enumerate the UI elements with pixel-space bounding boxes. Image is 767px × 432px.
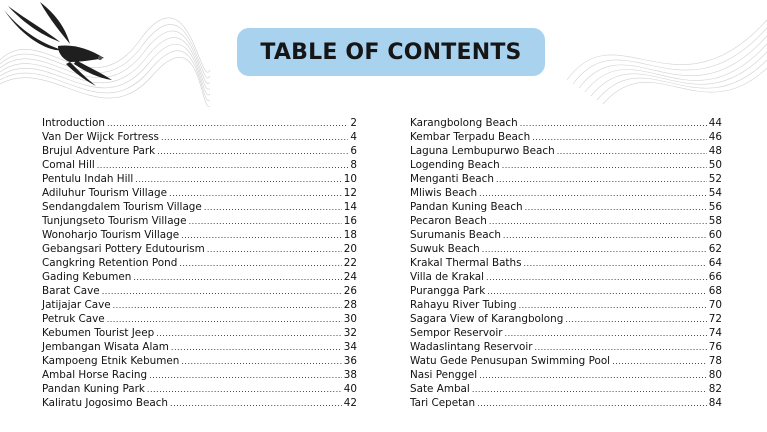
toc-entry-title: Watu Gede Penusupan Swimming Pool bbox=[410, 355, 611, 367]
toc-entry bbox=[410, 186, 722, 200]
dot-leader bbox=[477, 397, 707, 411]
toc-entry-title: Mliwis Beach bbox=[410, 187, 478, 199]
toc-entry bbox=[410, 228, 722, 242]
toc-entry-page: 54 bbox=[708, 187, 722, 199]
dot-leader bbox=[482, 243, 707, 257]
toc-column-left bbox=[42, 116, 357, 410]
toc-entry-page: 4 bbox=[350, 131, 357, 143]
dot-leader bbox=[525, 201, 707, 215]
dot-leader bbox=[479, 369, 707, 383]
toc-entry-page: 44 bbox=[708, 117, 722, 129]
toc-entry-page: 80 bbox=[708, 369, 722, 381]
toc-entry bbox=[42, 144, 357, 158]
toc-entry-page: 28 bbox=[343, 299, 357, 311]
dot-leader bbox=[487, 285, 707, 299]
toc-entry-page: 10 bbox=[343, 173, 357, 185]
toc-entry-page: 16 bbox=[343, 215, 357, 227]
line-wave-decoration-right bbox=[567, 0, 767, 130]
toc-entry bbox=[410, 256, 722, 270]
toc-entry-title: Pandan Kuning Beach bbox=[410, 201, 523, 213]
toc-entry-page: 8 bbox=[350, 159, 357, 171]
toc-entry bbox=[410, 396, 722, 410]
toc-entry-page: 68 bbox=[708, 285, 722, 297]
toc-entry bbox=[42, 312, 357, 326]
toc-entry-title: Suwuk Beach bbox=[410, 243, 480, 255]
toc-entry bbox=[42, 396, 357, 410]
toc-entry-page: 84 bbox=[708, 397, 722, 409]
dot-leader bbox=[169, 187, 342, 201]
toc-entry-page: 82 bbox=[708, 383, 722, 395]
toc-entry bbox=[410, 312, 722, 326]
dot-leader bbox=[97, 159, 349, 173]
toc-entry bbox=[410, 298, 722, 312]
toc-entry-title: Cangkring Retention Pond bbox=[42, 257, 178, 269]
toc-entry-title: Pentulu Indah Hill bbox=[42, 173, 134, 185]
dot-leader bbox=[113, 299, 342, 313]
dot-leader bbox=[612, 355, 707, 369]
dot-leader bbox=[107, 117, 348, 131]
dot-leader bbox=[107, 313, 342, 327]
toc-entry-page: 36 bbox=[343, 355, 357, 367]
toc-entry-page: 56 bbox=[708, 201, 722, 213]
toc-entry-title: Krakal Thermal Baths bbox=[410, 257, 522, 269]
toc-entry-page: 70 bbox=[708, 299, 722, 311]
toc-entry bbox=[42, 326, 357, 340]
dot-leader bbox=[147, 383, 342, 397]
toc-entry bbox=[42, 116, 357, 130]
toc-entry-page: 48 bbox=[708, 145, 722, 157]
dot-leader bbox=[102, 285, 342, 299]
toc-entry bbox=[410, 242, 722, 256]
toc-entry bbox=[42, 228, 357, 242]
dot-leader bbox=[207, 243, 342, 257]
toc-entry-title: Sempor Reservoir bbox=[410, 327, 503, 339]
toc-entry-page: 2 bbox=[350, 117, 357, 129]
toc-entry bbox=[42, 284, 357, 298]
toc-entry-page: 74 bbox=[708, 327, 722, 339]
toc-entry-page: 76 bbox=[708, 341, 722, 353]
toc-entry bbox=[42, 158, 357, 172]
toc-entry-title: Introduction bbox=[42, 117, 105, 129]
toc-entry bbox=[410, 116, 722, 130]
dot-leader bbox=[156, 327, 342, 341]
dot-leader bbox=[181, 229, 342, 243]
dot-leader bbox=[157, 145, 348, 159]
dot-leader bbox=[502, 159, 707, 173]
toc-entry bbox=[42, 172, 357, 186]
toc-entry-title: Kaliratu Jogosimo Beach bbox=[42, 397, 169, 409]
toc-entry-title: Brujul Adventure Park bbox=[42, 145, 156, 157]
toc-entry-title: Logending Beach bbox=[410, 159, 500, 171]
toc-entry bbox=[42, 270, 357, 284]
dot-leader bbox=[565, 313, 706, 327]
toc-entry-page: 50 bbox=[708, 159, 722, 171]
dot-leader bbox=[204, 201, 342, 215]
toc-entry bbox=[42, 242, 357, 256]
toc-entry bbox=[410, 158, 722, 172]
toc-entry bbox=[410, 200, 722, 214]
toc-entry-page: 30 bbox=[343, 313, 357, 325]
toc-entry-title: Van Der Wijck Fortress bbox=[42, 131, 159, 143]
toc-entry bbox=[42, 130, 357, 144]
toc-entry-title: Purangga Park bbox=[410, 285, 486, 297]
toc-entry bbox=[410, 326, 722, 340]
toc-entry-title: Adiluhur Tourism Village bbox=[42, 187, 168, 199]
dot-leader bbox=[171, 341, 342, 355]
toc-entry-title: Wonoharjo Tourism Village bbox=[42, 229, 180, 241]
toc-entry-title: Barat Cave bbox=[42, 285, 100, 297]
swallow-bird-icon bbox=[0, 0, 120, 90]
dot-leader bbox=[479, 187, 707, 201]
toc-entry-title: Sendangdalem Tourism Village bbox=[42, 201, 202, 213]
toc-entry bbox=[410, 340, 722, 354]
toc-entry-title: Petruk Cave bbox=[42, 313, 105, 325]
toc-entry bbox=[410, 284, 722, 298]
toc-entry bbox=[410, 368, 722, 382]
toc-column-right bbox=[410, 116, 722, 410]
toc-entry-page: 24 bbox=[343, 271, 357, 283]
toc-entry bbox=[42, 382, 357, 396]
toc-entry-page: 42 bbox=[343, 397, 357, 409]
dot-leader bbox=[505, 327, 707, 341]
toc-entry bbox=[410, 270, 722, 284]
toc-entry-page: 22 bbox=[343, 257, 357, 269]
toc-entry-title: Laguna Lembupurwo Beach bbox=[410, 145, 555, 157]
toc-entry-title: Karangbolong Beach bbox=[410, 117, 518, 129]
toc-entry-title: Wadaslintang Reservoir bbox=[410, 341, 533, 353]
toc-entry-page: 64 bbox=[708, 257, 722, 269]
toc-entry bbox=[42, 340, 357, 354]
toc-entry-title: Jatijajar Cave bbox=[42, 299, 111, 311]
toc-entry-page: 62 bbox=[708, 243, 722, 255]
toc-entry bbox=[42, 298, 357, 312]
toc-entry-title: Kembar Terpadu Beach bbox=[410, 131, 531, 143]
dot-leader bbox=[520, 117, 707, 131]
dot-leader bbox=[179, 257, 341, 271]
toc-entry-title: Sate Ambal bbox=[410, 383, 470, 395]
toc-entry bbox=[42, 368, 357, 382]
dot-leader bbox=[489, 215, 707, 229]
toc-entry-title: Tunjungseto Tourism Village bbox=[42, 215, 187, 227]
toc-entry-title: Pandan Kuning Park bbox=[42, 383, 145, 395]
toc-entry-title: Rahayu River Tubing bbox=[410, 299, 517, 311]
toc-entry-page: 58 bbox=[708, 215, 722, 227]
dot-leader bbox=[535, 341, 707, 355]
toc-entry-page: 40 bbox=[343, 383, 357, 395]
toc-entry-page: 78 bbox=[708, 355, 722, 367]
dot-leader bbox=[189, 215, 342, 229]
dot-leader bbox=[503, 229, 707, 243]
dot-leader bbox=[161, 131, 348, 145]
page-title: TABLE OF CONTENTS bbox=[237, 28, 545, 76]
toc-entry-title: Surumanis Beach bbox=[410, 229, 501, 241]
toc-entry-page: 72 bbox=[708, 313, 722, 325]
toc-entry bbox=[42, 186, 357, 200]
dot-leader bbox=[496, 173, 707, 187]
toc-entry-title: Pecaron Beach bbox=[410, 215, 487, 227]
dot-leader bbox=[135, 173, 341, 187]
toc-entry-title: Villa de Krakal bbox=[410, 271, 485, 283]
toc-entry-title: Gading Kebumen bbox=[42, 271, 132, 283]
toc-entry-page: 46 bbox=[708, 131, 722, 143]
toc-entry-page: 18 bbox=[343, 229, 357, 241]
toc-entry-page: 38 bbox=[343, 369, 357, 381]
toc-entry-title: Ambal Horse Racing bbox=[42, 369, 148, 381]
toc-entry bbox=[410, 144, 722, 158]
dot-leader bbox=[524, 257, 707, 271]
toc-entry-title: Jembangan Wisata Alam bbox=[42, 341, 169, 353]
dot-leader bbox=[149, 369, 342, 383]
toc-entry-page: 52 bbox=[708, 173, 722, 185]
dot-leader bbox=[557, 145, 707, 159]
toc-entry-page: 20 bbox=[343, 243, 357, 255]
toc-entry bbox=[42, 354, 357, 368]
toc-entry bbox=[410, 354, 722, 368]
toc-entry-title: Sagara View of Karangbolong bbox=[410, 313, 564, 325]
toc-entry-page: 60 bbox=[708, 229, 722, 241]
toc-entry-title: Comal Hill bbox=[42, 159, 95, 171]
toc-entry bbox=[42, 214, 357, 228]
toc-entry bbox=[410, 214, 722, 228]
toc-entry bbox=[410, 382, 722, 396]
toc-entry-title: Tari Cepetan bbox=[410, 397, 476, 409]
toc-entry bbox=[410, 172, 722, 186]
toc-entry-page: 6 bbox=[350, 145, 357, 157]
dot-leader bbox=[519, 299, 707, 313]
toc-entry-page: 66 bbox=[708, 271, 722, 283]
dot-leader bbox=[472, 383, 707, 397]
toc-entry-page: 32 bbox=[343, 327, 357, 339]
toc-entry-page: 26 bbox=[343, 285, 357, 297]
dot-leader bbox=[486, 271, 707, 285]
toc-entry bbox=[410, 130, 722, 144]
toc-entry-title: Kebumen Tourist Jeep bbox=[42, 327, 155, 339]
dot-leader bbox=[181, 355, 341, 369]
toc-entry bbox=[42, 200, 357, 214]
dot-leader bbox=[170, 397, 342, 411]
toc-entry-title: Kampoeng Etnik Kebumen bbox=[42, 355, 180, 367]
toc-entry-title: Gebangsari Pottery Edutourism bbox=[42, 243, 205, 255]
toc-entry bbox=[42, 256, 357, 270]
toc-entry-page: 34 bbox=[343, 341, 357, 353]
toc-entry-page: 12 bbox=[343, 187, 357, 199]
dot-leader bbox=[133, 271, 341, 285]
toc-entry-title: Menganti Beach bbox=[410, 173, 494, 185]
toc-entry-title: Nasi Penggel bbox=[410, 369, 478, 381]
toc-entry-page: 14 bbox=[343, 201, 357, 213]
dot-leader bbox=[532, 131, 707, 145]
